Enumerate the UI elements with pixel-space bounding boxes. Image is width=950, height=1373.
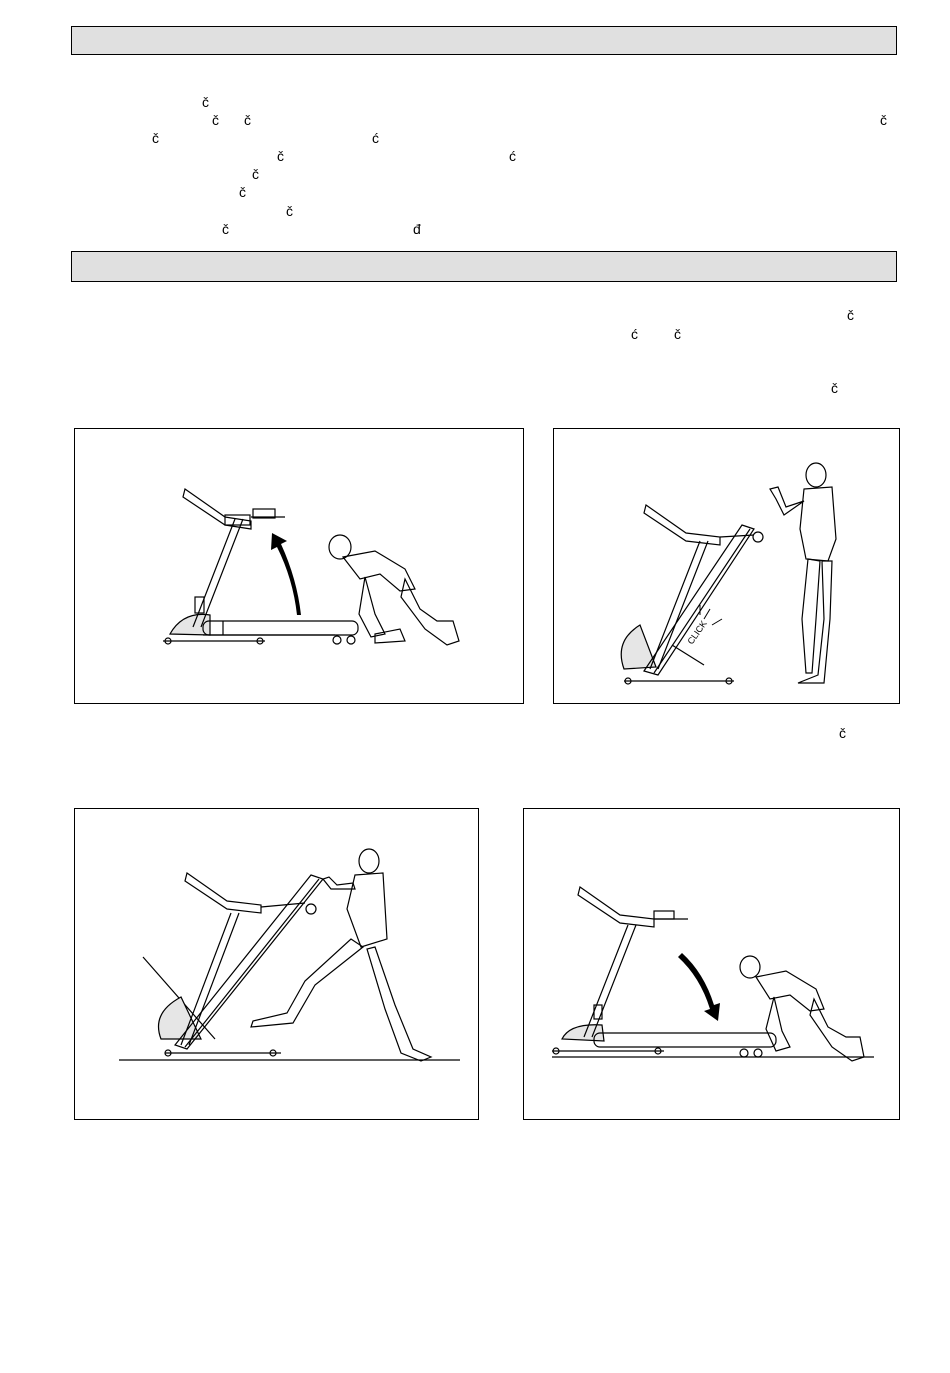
figure-3-release-latch (74, 808, 479, 1120)
text-glyph: č (847, 307, 854, 323)
text-glyph: č (831, 380, 838, 396)
figure-4-lower-deck (523, 808, 900, 1120)
text-glyph: č (286, 203, 293, 219)
treadmill-illustration (554, 429, 901, 705)
text-glyph: č (252, 166, 259, 182)
treadmill-illustration (75, 429, 525, 705)
section-header-bar-2 (71, 251, 897, 282)
click-label: CLICK (685, 618, 709, 647)
text-glyph: ć (631, 326, 638, 342)
text-glyph: č (239, 184, 246, 200)
text-glyph: ć (509, 148, 516, 164)
treadmill-illustration (75, 809, 480, 1121)
text-glyph: č (222, 221, 229, 237)
text-glyph: č (839, 725, 846, 741)
arrow-up-icon (271, 533, 301, 615)
text-glyph: ć (372, 130, 379, 146)
arrow-down-icon (678, 953, 720, 1021)
text-glyph: č (244, 112, 251, 128)
text-glyph: č (674, 326, 681, 342)
figure-2-deck-locked (553, 428, 900, 704)
text-glyph: đ (413, 221, 421, 237)
text-glyph: č (880, 112, 887, 128)
text-glyph: č (202, 94, 209, 110)
section-header-bar-1 (71, 26, 897, 55)
text-glyph: č (277, 148, 284, 164)
treadmill-illustration (524, 809, 901, 1121)
figure-1-lift-deck (74, 428, 524, 704)
text-glyph: č (212, 112, 219, 128)
text-glyph: č (152, 130, 159, 146)
